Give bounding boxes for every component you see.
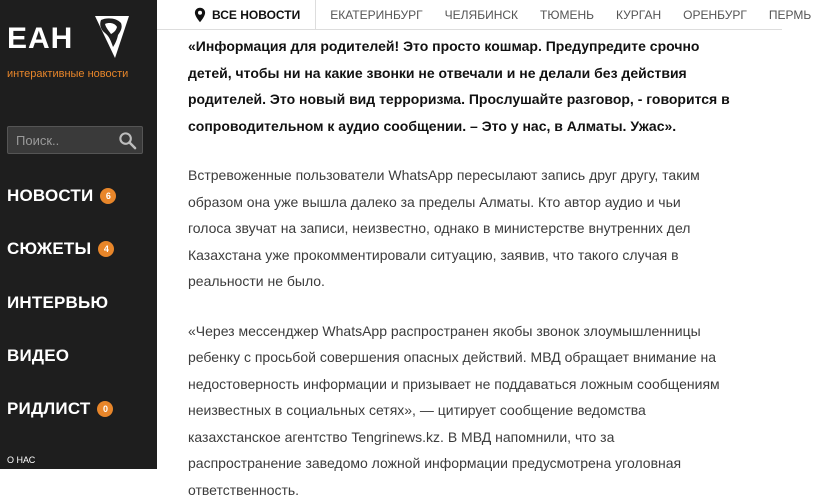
- city-link[interactable]: ЧЕЛЯБИНСК: [445, 8, 518, 22]
- text-line: ответственность.: [188, 477, 768, 503]
- search-box: [7, 126, 143, 154]
- text-line: Казахстана уже прокомментировали ситуацию, заявив, что такого случая в: [188, 242, 768, 269]
- text-line: неизвестных в социальных сетях», — цитирует сообщение ведомства: [188, 397, 768, 424]
- city-link[interactable]: ТЮМЕНЬ: [540, 8, 594, 22]
- text-line: Встревоженные пользователи WhatsApp пересылают запись друг другу, таким: [188, 162, 768, 189]
- article-body: [188, 30, 768, 503]
- nav-item-news[interactable]: [7, 180, 116, 212]
- text-line: «Через мессенджер WhatsApp распространен якобы звонок злоумышленницы: [188, 318, 768, 345]
- count-badge: 0: [97, 401, 113, 417]
- city-link[interactable]: ОРЕНБУРГ: [683, 8, 747, 22]
- top-bar: [157, 0, 782, 30]
- city-link[interactable]: КУРГАН: [616, 8, 661, 22]
- nav-item-label: СЮЖЕТЫ: [7, 239, 91, 259]
- article-paragraph: [188, 162, 768, 295]
- text-line: «Информация для родителей! Это просто кошмар. Предупредите срочно: [188, 33, 768, 60]
- nav-item-readlist[interactable]: [7, 393, 113, 425]
- count-badge: 6: [100, 188, 116, 204]
- text-line: казахстанское агентство Tengrinews.kz. В МВД напомнили, что за: [188, 424, 768, 451]
- site-tagline: интерактивные новости: [7, 68, 128, 80]
- text-line: родителей. Это новый вид терроризма. Прослушайте разговор, - говорится в: [188, 86, 768, 113]
- text-line: ребенку с просьбой совершения опасных действий. МВД обращает внимание на: [188, 344, 768, 371]
- text-line: образом она уже вышла далеко за пределы Алматы. Кто автор аудио и чьи: [188, 189, 768, 216]
- nav-item-label: НОВОСТИ: [7, 186, 93, 206]
- city-link[interactable]: ПЕРМЬ: [769, 8, 811, 22]
- city-link[interactable]: ЕКАТЕРИНБУРГ: [330, 8, 422, 22]
- all-news-link[interactable]: [157, 0, 316, 29]
- nav-item-interview[interactable]: [7, 287, 108, 319]
- location-pin-icon: [194, 7, 206, 23]
- count-badge: 4: [98, 241, 114, 257]
- nav-item-label: ИНТЕРВЬЮ: [7, 293, 108, 313]
- text-line: сопроводительном к аудио сообщении. – Это у нас, в Алматы. Ужас».: [188, 113, 768, 140]
- logo-text: ЕАН: [7, 22, 73, 56]
- text-line: распространение заведомо ложной информации предусмотрена уголовная: [188, 450, 768, 477]
- search-input[interactable]: [8, 127, 114, 153]
- nav-item-video[interactable]: [7, 340, 69, 372]
- sidebar: [0, 0, 157, 469]
- search-icon[interactable]: [118, 131, 137, 150]
- einstein-silhouette-icon: [91, 14, 131, 58]
- about-link[interactable]: О НАС: [7, 455, 35, 465]
- text-line: детей, чтобы ни на какие звонки не отвечали и не делали без действия: [188, 60, 768, 87]
- text-line: недостоверность информации и призывает не поддаваться ложным сообщениям: [188, 371, 768, 398]
- all-news-label: ВСЕ НОВОСТИ: [212, 8, 300, 22]
- nav-item-label: РИДЛИСТ: [7, 399, 90, 419]
- article-lead-quote: [188, 33, 768, 139]
- nav-item-label: ВИДЕО: [7, 346, 69, 366]
- text-line: реальности не было.: [188, 268, 768, 295]
- site-logo[interactable]: [7, 14, 129, 74]
- nav-item-stories[interactable]: [7, 233, 114, 265]
- city-nav: [316, 8, 833, 22]
- text-line: голоса звучат на записи, неизвестно, однако в министерстве внутренних дел: [188, 215, 768, 242]
- article-paragraph: [188, 318, 768, 503]
